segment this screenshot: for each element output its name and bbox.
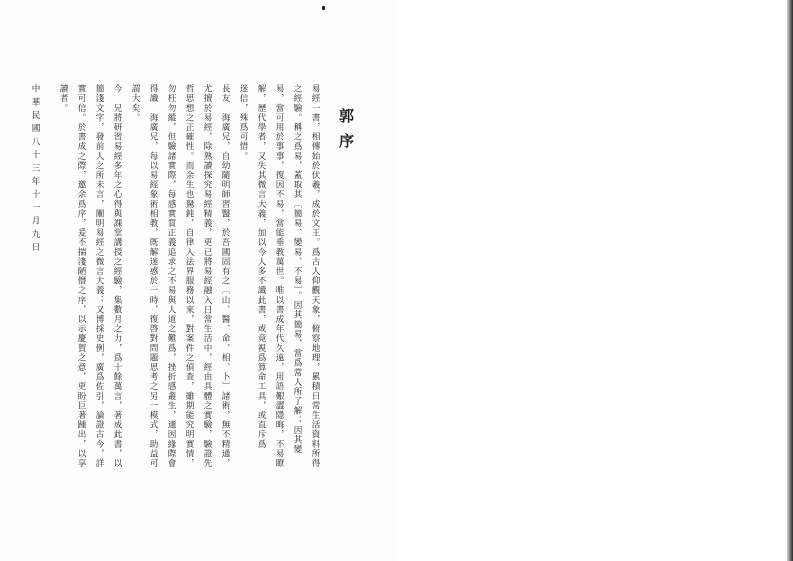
preface-body (0, 84, 322, 544)
scan-speck (322, 6, 325, 10)
left-page (0, 0, 396, 561)
text-column: 讀者。 (58, 84, 68, 113)
text-column: 尤擅於易經，除熟讀探究易經精義，更已將易經融入日常生活中，經由具體之實驗，驗證先 (202, 84, 212, 468)
text-column: 解，歷代學者，又失其微言大義，加以今人多不識此書，或竟視爲算命工具，或直斥爲 (256, 84, 266, 449)
preface-title: 郭序 (337, 108, 355, 158)
text-column: 今 兄將研習易經多年之心得與課堂講授之經驗，集數月之力，爲十餘萬言，著成此書，以 (112, 84, 122, 468)
text-column: 易經一書，相傳始於伏羲，成於文王。爲古人仰觀天象，俯察地理，累積日常生活資料所得 (310, 84, 320, 468)
right-page-blank (396, 0, 793, 561)
text-column: 得識 海廣兄，每以易經象術相教，既解迷惑於一時，復啓對問題思考之另一模式，助益可 (148, 84, 158, 468)
text-column: 簡淺文字，發前人之所未言，闡明易經之微言大義；又博採史例，廣爲佐引，論證古今，詳 (94, 84, 104, 468)
text-column: 哲思想之正確性。而余生也駑鈍，自律入法界服務以來，對案件之偵查，雖期能究明實情， (184, 84, 194, 468)
text-column: 之經驗。稱之爲易，蓋取其〔簡易、變易、不易〕。因其簡易，當爲常人所了解；因其變 (292, 84, 302, 455)
text-column: 實可信。於書成之際，邀余爲序，爰不揣淺陋僭之序，以示慶賀之意，更盼巨著踵出，以享 (76, 84, 86, 468)
text-column: 迷信，殊爲可惜。 (238, 84, 248, 161)
scan-edge-shadow (787, 0, 793, 561)
date-line: 中華民國八十三年十一月九日 (30, 84, 40, 256)
text-column: 勿枉勿縱，但驗諸實際，每感實質正義追求之不易與人道之難爲，挫折感叢生，適因緣際會 (166, 84, 176, 468)
text-column: 易，當可用於事事，復因不易，當能垂教萬世。唯以書成年代久遠，用語艱澀隱晦，不易瞭 (274, 84, 284, 468)
text-column: 長友 海廣兄，自幼隨明師習醫，於吾國固有之〔山、醫、命、相、卜〕諸術，無不精通， (220, 84, 230, 468)
text-column: 謂大矣。 (130, 84, 140, 123)
